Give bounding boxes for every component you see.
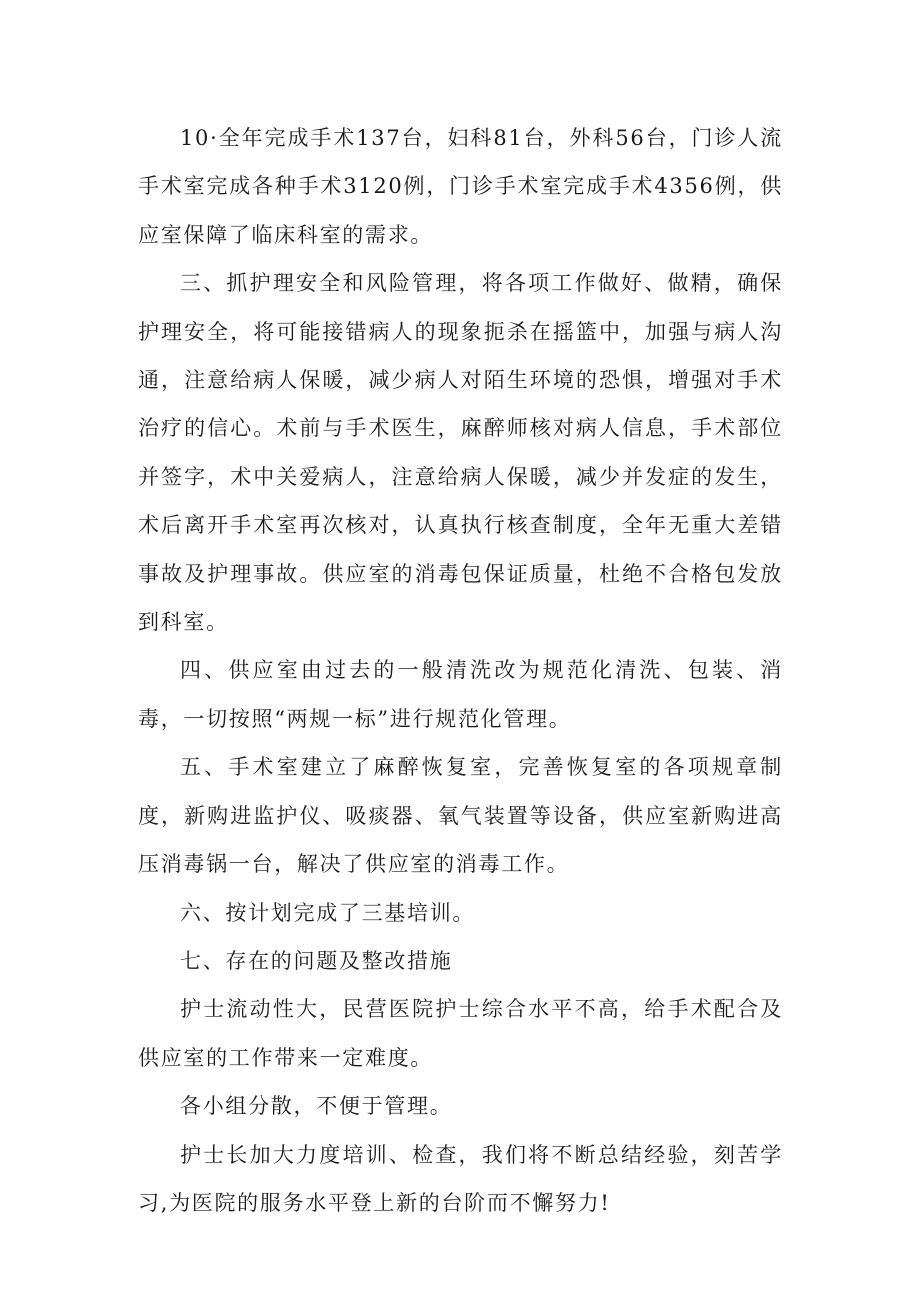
paragraph-training: 六、按计划完成了三基培训。	[180, 900, 476, 925]
paragraph-closing: 护士长加大力度培训、检查，我们将不断总结经验，刻苦学习,为医院的服务水平登上新的台阶而不懈努力!	[138, 1142, 783, 1215]
paragraph-staff-mobility: 护士流动性大，民营医院护士综合水平不高，给手术配合及供应室的工作带来一定难度。	[138, 997, 783, 1070]
paragraph-recovery-room: 五、手术室建立了麻醉恢复室，完善恢复室的各项规章制度，新购进监护仪、吸痰器、氧气装置等设备，供应室新购进高压消毒锅一台，解决了供应室的消毒工作。	[138, 755, 783, 877]
paragraph-group-dispersion: 各小组分散，不便于管理。	[180, 1094, 453, 1119]
paragraph-supply-room-standardization: 四、供应室由过去的一般清洗改为规范化清洗、包装、消毒，一切按照“两规一标”进行规范化管理。	[138, 658, 783, 731]
paragraph-surgery-statistics: 10·全年完成手术137台，妇科81台，外科56台，门诊人流手术室完成各种手术3120例，门诊手术室完成手术4356例，供应室保障了临床科室的需求。	[138, 126, 783, 247]
paragraph-problems-heading: 七、存在的问题及整改措施	[180, 948, 453, 973]
paragraph-safety-risk-management: 三、抓护理安全和风险管理，将各项工作做好、做精，确保护理安全，将可能接错病人的现象扼杀在摇篮中，加强与病人沟通，注意给病人保暖，减少病人对陌生环境的恐惧，增强对手术治疗的信心。术前与手术医生，麻醉师核对病人信息，手术部位并签字，术中关爱病人，注意给病人保暖，减少并发症的发生，术后离开手术室再次核对，认真执行核查制度，全年无重大差错事故及护理事故。供应室的消毒包保证质量，杜绝不合格包发放到科室。	[138, 271, 783, 635]
document-body	[138, 114, 783, 1227]
